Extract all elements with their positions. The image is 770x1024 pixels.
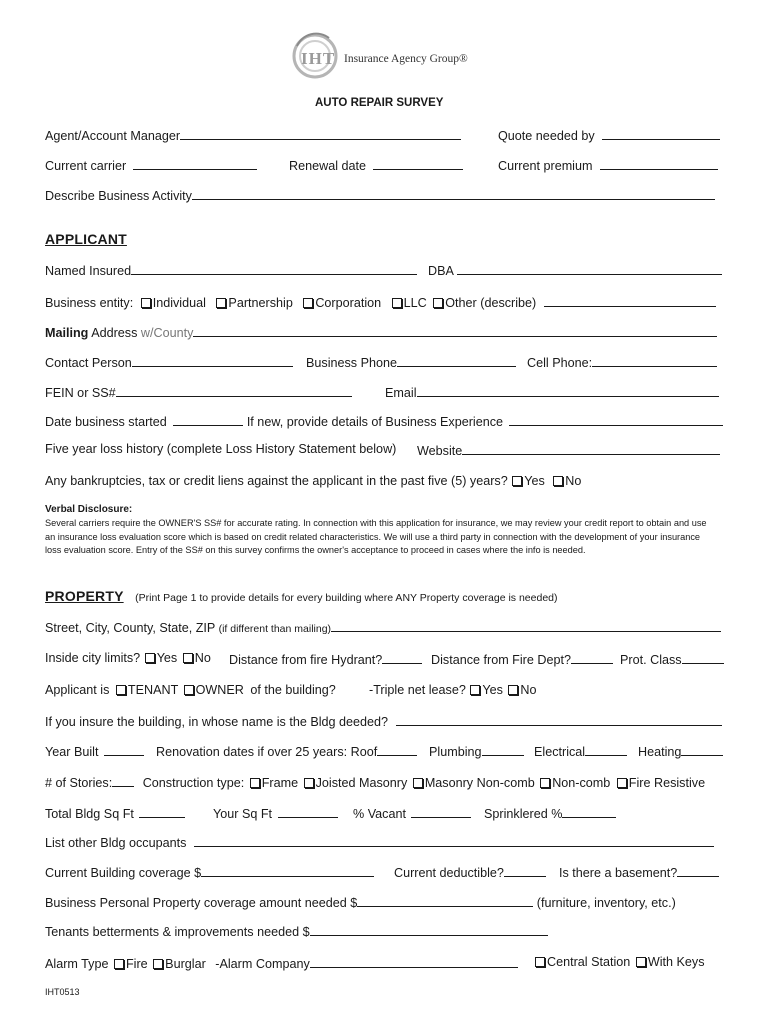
construction-noncomb-checkbox[interactable] xyxy=(540,778,550,788)
inside-city-yes-checkbox[interactable] xyxy=(145,653,155,663)
inside-city-no-checkbox[interactable] xyxy=(183,653,193,663)
hydrant-field[interactable] xyxy=(382,652,422,664)
bldg-coverage-field[interactable] xyxy=(201,865,374,877)
address-field[interactable] xyxy=(331,620,721,632)
dba-field[interactable] xyxy=(457,263,722,275)
agent-label: Agent/Account Manager xyxy=(45,129,181,143)
website-label: Website xyxy=(417,444,463,458)
electrical-label: Electrical xyxy=(534,745,586,759)
loss-history-label: Five year loss history (complete Loss History Statement below) xyxy=(45,442,397,456)
triple-net-no-checkbox[interactable] xyxy=(508,685,518,695)
entity-llc-checkbox[interactable] xyxy=(392,298,402,308)
stories-field[interactable] xyxy=(112,775,134,787)
construction-masonry-checkbox[interactable] xyxy=(413,778,423,788)
deeded-label: If you insure the building, in whose name is the Bldg deeded? xyxy=(45,715,389,729)
deductible-label: Current deductible? xyxy=(394,866,504,880)
inside-city-label: Inside city limits? xyxy=(45,651,141,665)
bpp-note: (furniture, inventory, etc.) xyxy=(536,896,676,910)
plumbing-label: Plumbing xyxy=(429,745,482,759)
contact-field[interactable] xyxy=(132,355,293,367)
construction-fire-resistive-checkbox[interactable] xyxy=(617,778,627,788)
heating-label: Heating xyxy=(638,745,682,759)
verbal-disclosure-heading: Verbal Disclosure: xyxy=(45,504,133,515)
agent-field[interactable] xyxy=(180,128,461,140)
electrical-field[interactable] xyxy=(585,744,627,756)
central-station-checkbox[interactable] xyxy=(535,957,545,967)
entity-other-checkbox[interactable] xyxy=(433,298,443,308)
bankruptcy-no-checkbox[interactable] xyxy=(553,476,563,486)
basement-label: Is there a basement? xyxy=(559,866,678,880)
applicant-is-label: Applicant is xyxy=(45,683,110,697)
deeded-field[interactable] xyxy=(396,714,722,726)
premium-field[interactable] xyxy=(600,158,718,170)
inside-city-yes-label: Yes xyxy=(156,651,178,665)
mailing-label: Address xyxy=(88,326,141,340)
alarm-fire-checkbox[interactable] xyxy=(114,959,124,969)
other-occupants-field[interactable] xyxy=(194,835,714,847)
tenant-checkbox[interactable] xyxy=(116,685,126,695)
triple-net-yes-label: Yes xyxy=(482,683,503,697)
entity-corporation-checkbox[interactable] xyxy=(303,298,313,308)
mailing-label-bold: Mailing xyxy=(45,326,89,340)
roof-field[interactable] xyxy=(377,744,417,756)
logo-name: Insurance Agency Group® xyxy=(344,53,468,65)
logo-mark: IHT xyxy=(301,49,336,68)
mailing-field[interactable] xyxy=(193,325,717,337)
quote-label: Quote needed by xyxy=(498,129,595,143)
construction-masonry-label: Masonry Non-comb xyxy=(424,776,535,790)
construction-label: Construction type: xyxy=(142,776,245,790)
carrier-field[interactable] xyxy=(133,158,257,170)
construction-joisted-checkbox[interactable] xyxy=(304,778,314,788)
cell-phone-field[interactable] xyxy=(592,355,717,367)
sprinklered-label: Sprinklered % xyxy=(484,807,563,821)
bldg-coverage-label: Current Building coverage $ xyxy=(45,866,202,880)
if-new-label: If new, provide details of Business Experience xyxy=(246,415,504,429)
owner-label: OWNER xyxy=(195,683,244,697)
verbal-disclosure-text xyxy=(45,517,735,558)
fire-dept-label: Distance from Fire Dept? xyxy=(431,653,571,667)
fire-dept-field[interactable] xyxy=(571,652,613,664)
total-sqft-label: Total Bldg Sq Ft xyxy=(45,807,134,821)
property-heading: PROPERTY xyxy=(45,588,124,604)
sprinklered-field[interactable] xyxy=(562,806,616,818)
page-title: AUTO REPAIR SURVEY xyxy=(315,97,444,109)
tenants-betterments-label: Tenants betterments & improvements needed $ xyxy=(45,925,310,939)
vacant-label: % Vacant xyxy=(353,807,406,821)
alarm-type-label: Alarm Type xyxy=(45,957,109,971)
bankruptcy-label: Any bankruptcies, tax or credit liens against the applicant in the past five (5) years? xyxy=(45,474,508,488)
entity-partnership-checkbox[interactable] xyxy=(216,298,226,308)
alarm-burglar-checkbox[interactable] xyxy=(153,959,163,969)
if-new-field[interactable] xyxy=(509,414,723,426)
property-note: (Print Page 1 to provide details for every building where ANY Property coverage is needed) xyxy=(135,592,558,604)
bpp-field[interactable] xyxy=(357,895,533,907)
email-field[interactable] xyxy=(417,385,719,397)
email-label: Email xyxy=(385,386,417,400)
address-label: Street, City, County, State, ZIP xyxy=(45,621,216,635)
named-insured-label: Named Insured xyxy=(45,264,132,278)
renovation-label: Renovation dates if over 25 years: Roof xyxy=(156,745,378,759)
of-building-label: of the building? xyxy=(250,683,336,697)
prot-class-label: Prot. Class xyxy=(620,653,682,667)
entity-corporation-label: Corporation xyxy=(315,296,382,310)
inside-city-no-label: No xyxy=(194,651,211,665)
website-field[interactable] xyxy=(462,443,720,455)
business-phone-field[interactable] xyxy=(397,355,516,367)
bankruptcy-yes-label: Yes xyxy=(524,474,545,488)
deductible-field[interactable] xyxy=(504,865,546,877)
renewal-field[interactable] xyxy=(373,158,463,170)
form-code: IHT0513 xyxy=(45,987,80,997)
dba-label: DBA xyxy=(428,264,454,278)
date-started-label: Date business started xyxy=(45,415,167,429)
entity-llc-label: LLC xyxy=(403,296,427,310)
your-sqft-label: Your Sq Ft xyxy=(213,807,273,821)
construction-frame-label: Frame xyxy=(261,776,299,790)
bankruptcy-yes-checkbox[interactable] xyxy=(512,476,522,486)
triple-net-no-label: No xyxy=(520,683,537,697)
bpp-label: Business Personal Property coverage amount needed $ xyxy=(45,896,358,910)
entity-label: Business entity: xyxy=(45,296,134,310)
vacant-field[interactable] xyxy=(411,806,471,818)
contact-label: Contact Person xyxy=(45,356,132,370)
stories-label: # of Stories: xyxy=(45,776,113,790)
central-station-label: Central Station xyxy=(547,955,631,969)
hydrant-label: Distance from fire Hydrant? xyxy=(229,653,383,667)
verbal-disclosure-line: loss evaluation score. Entry of the SS# on this survey confirms the owner's acceptance to proceed in cases where the info is needed. xyxy=(45,545,586,555)
tenant-label: TENANT xyxy=(127,683,179,697)
verbal-disclosure-line: an insurance loss evaluation score which is based on credit related characteristics. We will use a third party in connection with the development of your insurance xyxy=(45,531,701,542)
alarm-company-label: -Alarm Company xyxy=(215,957,310,971)
activity-field[interactable] xyxy=(192,188,715,200)
plumbing-field[interactable] xyxy=(482,744,524,756)
alarm-burglar-label: Burglar xyxy=(165,957,206,971)
mailing-county-label: w/County xyxy=(140,326,194,340)
applicant-heading: APPLICANT xyxy=(45,231,127,247)
address-note: (if different than mailing) xyxy=(218,623,332,635)
with-keys-checkbox[interactable] xyxy=(636,957,646,967)
other-occupants-label: List other Bldg occupants xyxy=(45,836,187,850)
company-logo xyxy=(289,32,489,82)
entity-individual-label: Individual xyxy=(152,296,206,310)
premium-label: Current premium xyxy=(498,159,593,173)
construction-noncomb-label: Non-comb xyxy=(552,776,611,790)
year-built-field[interactable] xyxy=(104,744,144,756)
carrier-label: Current carrier xyxy=(45,159,127,173)
year-built-label: Year Built xyxy=(45,745,99,759)
your-sqft-field[interactable] xyxy=(278,806,338,818)
construction-frame-checkbox[interactable] xyxy=(250,778,260,788)
prot-class-field[interactable] xyxy=(682,652,724,664)
entity-other-field[interactable] xyxy=(544,295,716,307)
bankruptcy-no-label: No xyxy=(565,474,582,488)
verbal-disclosure-line: Several carriers require the OWNER'S SS# for accurate rating. In connection with this application for insurance, we may review your credit report to obtain and use xyxy=(45,518,707,528)
cell-phone-label: Cell Phone: xyxy=(527,356,593,370)
quote-field[interactable] xyxy=(602,128,720,140)
activity-label: Describe Business Activity xyxy=(45,189,192,203)
business-phone-label: Business Phone xyxy=(306,356,398,370)
triple-net-label: -Triple net lease? xyxy=(369,683,466,697)
construction-joisted-label: Joisted Masonry xyxy=(315,776,408,790)
tenants-betterments-field[interactable] xyxy=(310,924,548,936)
entity-other-label: Other (describe) xyxy=(445,296,537,310)
date-started-field[interactable] xyxy=(173,414,243,426)
fein-label: FEIN or SS# xyxy=(45,386,116,400)
alarm-fire-label: Fire xyxy=(125,957,148,971)
basement-field[interactable] xyxy=(677,865,719,877)
fein-field[interactable] xyxy=(116,385,352,397)
heating-field[interactable] xyxy=(681,744,723,756)
entity-partnership-label: Partnership xyxy=(228,296,293,310)
total-sqft-field[interactable] xyxy=(139,806,185,818)
entity-individual-checkbox[interactable] xyxy=(141,298,151,308)
named-insured-field[interactable] xyxy=(131,263,417,275)
triple-net-yes-checkbox[interactable] xyxy=(470,685,480,695)
construction-fire-resistive-label: Fire Resistive xyxy=(628,776,706,790)
with-keys-label: With Keys xyxy=(647,955,705,969)
owner-checkbox[interactable] xyxy=(184,685,194,695)
alarm-company-field[interactable] xyxy=(310,956,518,968)
renewal-label: Renewal date xyxy=(289,159,367,173)
